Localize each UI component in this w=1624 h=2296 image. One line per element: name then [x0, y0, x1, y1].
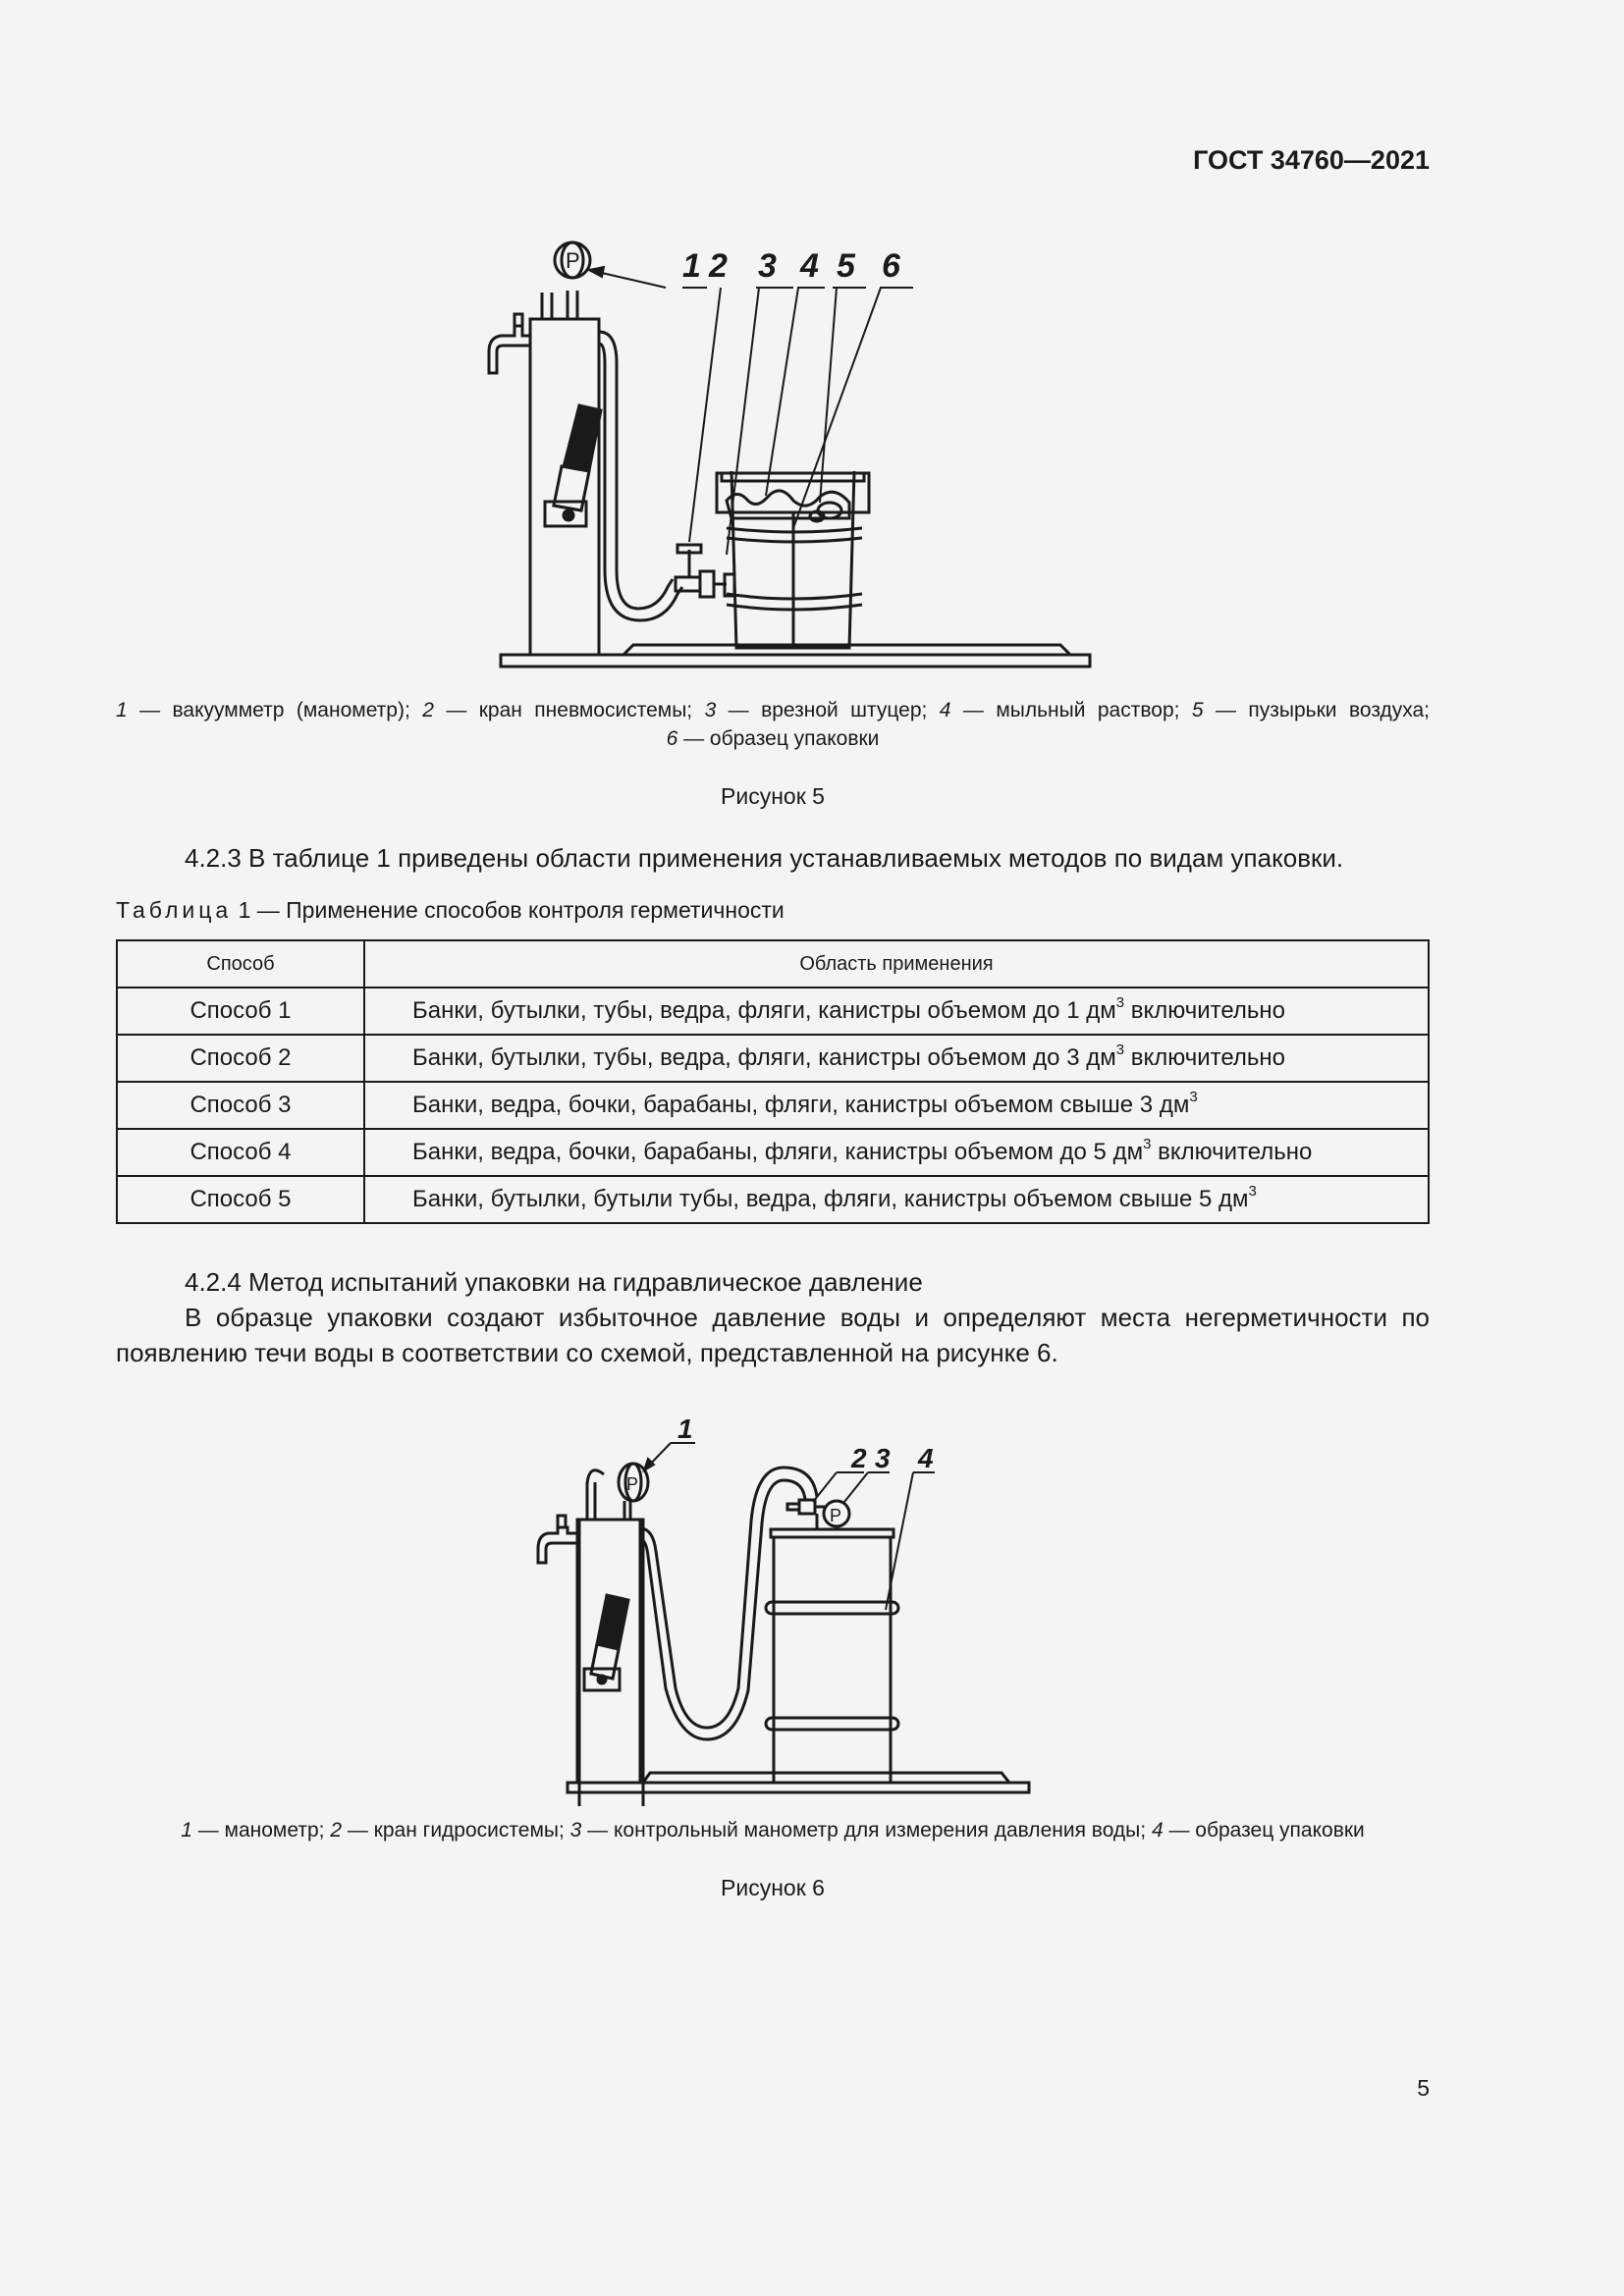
- figure-6-legend: 1 — манометр; 2 — кран гидросистемы; 3 — контрольный манометр для измерения давления воды; 4 — образец упаковки: [181, 1819, 1365, 1842]
- standard-designation: ГОСТ 34760—2021: [1193, 145, 1430, 175]
- column-header-method: Способ: [117, 940, 364, 988]
- area-cell: Банки, бутылки, тубы, ведра, фляги, канистры объемом до 1 $дм^3$ включительно: [364, 988, 1429, 1035]
- figure-6-labels: [677, 1414, 934, 1473]
- method-cell: Способ 1: [117, 988, 364, 1035]
- svg-text:P: P: [830, 1506, 842, 1525]
- svg-text:1: 1: [682, 247, 701, 285]
- sample-package-4: [766, 1529, 898, 1783]
- method-cell: Способ 3: [117, 1082, 364, 1129]
- svg-text:3: 3: [875, 1443, 891, 1473]
- figure-5-labels: [682, 247, 901, 285]
- method-cell: Способ 4: [117, 1129, 364, 1176]
- figure-5-title: Рисунок 5: [721, 783, 825, 809]
- section-4-2-4-heading: 4.2.4 Метод испытаний упаковки на гидравлическое давление: [185, 1267, 923, 1297]
- gauge-letter: P: [626, 1474, 639, 1494]
- svg-text:1: 1: [677, 1414, 693, 1444]
- sample-package-6: [717, 471, 869, 648]
- table-1-caption: Таблица 1 — Применение способов контроля герметичности: [116, 897, 785, 923]
- svg-text:3: 3: [758, 247, 777, 285]
- area-cell: Банки, бутылки, бутыли тубы, ведра, фляги, канистры объемом свыше 5 $дм^3$: [364, 1176, 1429, 1223]
- area-cell: Банки, бутылки, тубы, ведра, фляги, канистры объемом до 3 $дм^3$ включительно: [364, 1035, 1429, 1082]
- figure-5-legend: [116, 696, 1430, 753]
- svg-text:2: 2: [851, 1443, 867, 1473]
- area-cell: Банки, ведра, бочки, барабаны, фляги, канистры объемом до 5 $дм^3$ включительно: [364, 1129, 1429, 1176]
- stand-body: [538, 1470, 1029, 1792]
- table-row: [117, 1129, 1429, 1176]
- figure-6-drawing: [432, 1394, 1119, 1806]
- figure-5-legend-line-2: 6 — образец упаковки: [666, 727, 880, 750]
- figure-6-title: Рисунок 6: [721, 1875, 825, 1900]
- table-1: [116, 939, 1430, 1224]
- method-cell: Способ 2: [117, 1035, 364, 1082]
- hose: [599, 332, 682, 620]
- method-cell: Способ 5: [117, 1176, 364, 1223]
- vacuum-gauge-1: [555, 242, 590, 278]
- page-number: 5: [1417, 2075, 1430, 2101]
- svg-text:5: 5: [837, 247, 855, 285]
- table-header-row: [117, 940, 1429, 988]
- svg-text:2: 2: [709, 247, 728, 285]
- svg-text:4: 4: [800, 247, 819, 285]
- table-row: [117, 1035, 1429, 1082]
- gauge-letter: P: [566, 248, 580, 273]
- figure-5-legend-line-1: 1 — вакуумметр (манометр); 2 — кран пневмосистемы; 3 — врезной штуцер; 4 — мыльный раствор; 5 — пузырьки воздуха;: [116, 699, 1431, 721]
- table-row: [117, 988, 1429, 1035]
- svg-text:4: 4: [918, 1443, 934, 1473]
- column-header-area: Область применения: [364, 940, 1429, 988]
- table-row: [117, 1082, 1429, 1129]
- figure-5-diagram: [432, 216, 1119, 687]
- section-4-2-4-body: В образце упаковки создают избыточное давление воды и определяют места негерметичности по появлению течи воды в соответствии со схемой, представленной на рисунке 6.: [116, 1303, 1430, 1367]
- valve-2: [676, 545, 727, 597]
- gauge-1: [619, 1464, 648, 1520]
- table-row: [117, 1176, 1429, 1223]
- paragraph-4-2-3: 4.2.3 В таблице 1 приведены области применения устанавливаемых методов по видам упаковки.: [185, 843, 1344, 873]
- valve-2-and-gauge-3: [787, 1500, 849, 1529]
- area-cell: Банки, ведра, бочки, барабаны, фляги, канистры объемом свыше 3 $дм^3$: [364, 1082, 1429, 1129]
- svg-text:6: 6: [882, 247, 900, 285]
